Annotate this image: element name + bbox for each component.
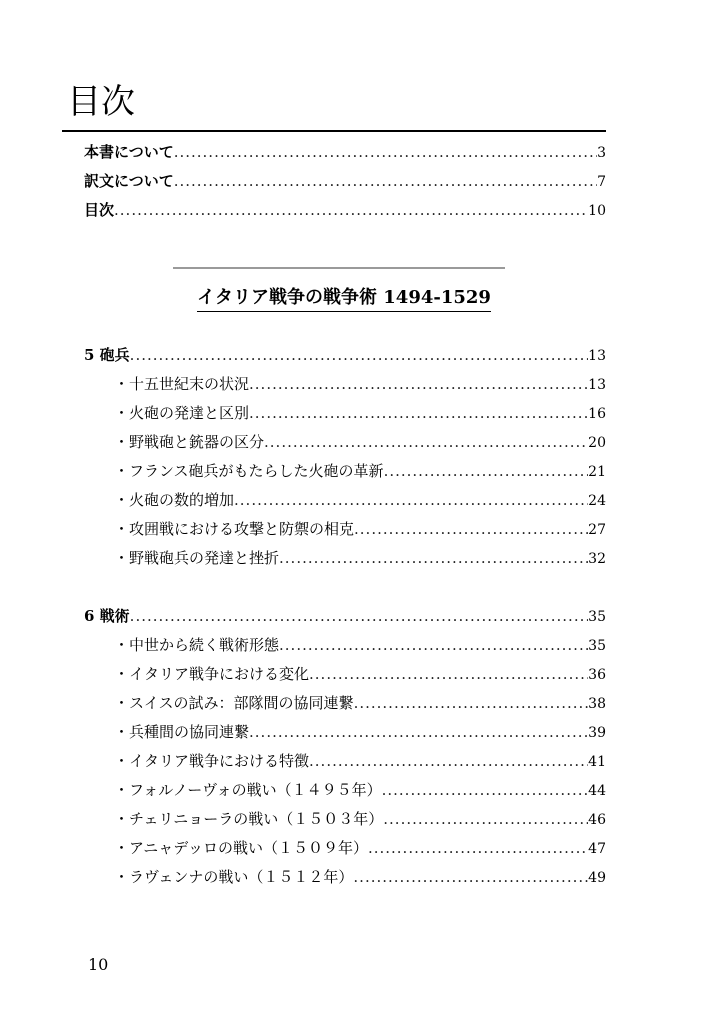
dot-leader [382,780,589,800]
toc-section-page: 32 [588,551,606,567]
toc-section[interactable] [114,693,606,714]
toc-section-label: ・アニャデッロの戦い（１５０９年） [114,839,368,857]
title-rule [62,130,606,132]
toc-section-label: ・十五世紀末の状況 [114,375,250,393]
toc-section-label: ・野戦砲と銃器の区分 [114,433,265,451]
dot-leader [249,374,588,394]
dot-leader [130,606,589,626]
toc-section[interactable] [114,403,606,424]
toc-chapter-page: 35 [588,609,606,625]
toc-section-label: ・イタリア戦争における特徴 [114,752,310,770]
dot-leader [264,432,588,452]
toc-entry-label: 本書について [84,143,174,161]
toc-section-page: 13 [588,377,606,393]
dot-leader [384,461,589,481]
toc-section[interactable] [114,780,606,801]
toc-chapter-label: 6 戦術 [84,607,130,625]
toc-entry-page: 3 [597,145,606,161]
dot-leader [279,548,588,568]
part-divider [173,267,505,269]
toc-section-label: ・攻囲戦における攻撃と防禦の相克 [114,520,355,538]
toc-section-page: 44 [588,783,606,799]
toc-section[interactable] [114,432,606,453]
toc-section-label: ・火砲の数的増加 [114,491,235,509]
part-title: イタリア戦争の戦争術 1494-1529 [197,286,491,312]
page-title: 目次 [67,82,135,122]
dot-leader [309,664,588,684]
toc-section-page: 36 [588,667,606,683]
toc-section-label: ・スイスの試み：部隊間の協同連繋 [114,694,354,712]
toc-section[interactable] [114,722,606,743]
dot-leader [279,635,588,655]
toc-entry-page: 10 [588,203,606,219]
dot-leader [354,693,589,713]
toc-chapter[interactable] [84,606,606,627]
toc-section-page: 39 [588,725,606,741]
toc-section-label: ・火砲の発達と区別 [114,404,250,422]
toc-entry[interactable] [84,142,606,163]
toc-section-label: ・野戦砲兵の発達と挫折 [114,549,280,567]
dot-leader [174,171,597,191]
toc-section[interactable] [114,751,606,772]
toc-section-label: ・フォルノーヴォの戦い（１４９５年） [114,781,382,799]
toc-section-label: ・ラヴェンナの戦い（１５１２年） [114,868,354,886]
toc-section[interactable] [114,838,606,859]
dot-leader [130,345,589,365]
dot-leader [249,722,588,742]
toc-entry[interactable] [84,171,606,192]
toc-section[interactable] [114,519,606,540]
toc-section-label: ・フランス砲兵がもたらした火砲の革新 [114,462,384,480]
toc-section-page: 35 [588,638,606,654]
toc-section[interactable] [114,374,606,395]
dot-leader [368,838,588,858]
toc-section[interactable] [114,664,606,685]
toc-section-page: 38 [588,696,606,712]
toc-section-label: ・兵種間の協同連繋 [114,723,250,741]
toc-section[interactable] [114,461,606,482]
toc-entry-label: 目次 [84,201,115,219]
dot-leader [114,200,588,220]
toc-section-label: ・イタリア戦争における変化 [114,665,310,683]
toc-section-page: 41 [588,754,606,770]
toc-section-page: 24 [588,493,606,509]
dot-leader [234,490,588,510]
dot-leader [354,519,588,539]
toc-chapter-page: 13 [588,348,606,364]
toc-section[interactable] [114,867,606,888]
toc-section-label: ・中世から続く戦術形態 [114,636,280,654]
dot-leader [353,867,588,887]
toc-entry-label: 訳文について [84,172,174,190]
toc-section-page: 21 [588,464,606,480]
toc-section-page: 49 [588,870,606,886]
toc-section-page: 27 [588,522,606,538]
toc-section-label: ・チェリニョーラの戦い（１５０３年） [114,810,384,828]
dot-leader [309,751,588,771]
toc-section-page: 46 [588,812,606,828]
toc-section[interactable] [114,635,606,656]
dot-leader [383,809,588,829]
toc-entry[interactable] [84,200,606,221]
toc-section-page: 47 [588,841,606,857]
toc-section-page: 16 [588,406,606,422]
toc-section[interactable] [114,490,606,511]
toc-section-page: 20 [588,435,606,451]
toc-entry-page: 7 [597,174,606,190]
page-number: 10 [88,955,109,974]
toc-chapter[interactable] [84,345,606,366]
dot-leader [174,142,597,162]
toc-section[interactable] [114,548,606,569]
dot-leader [249,403,588,423]
toc-section[interactable] [114,809,606,830]
toc-chapter-label: 5 砲兵 [84,346,130,364]
